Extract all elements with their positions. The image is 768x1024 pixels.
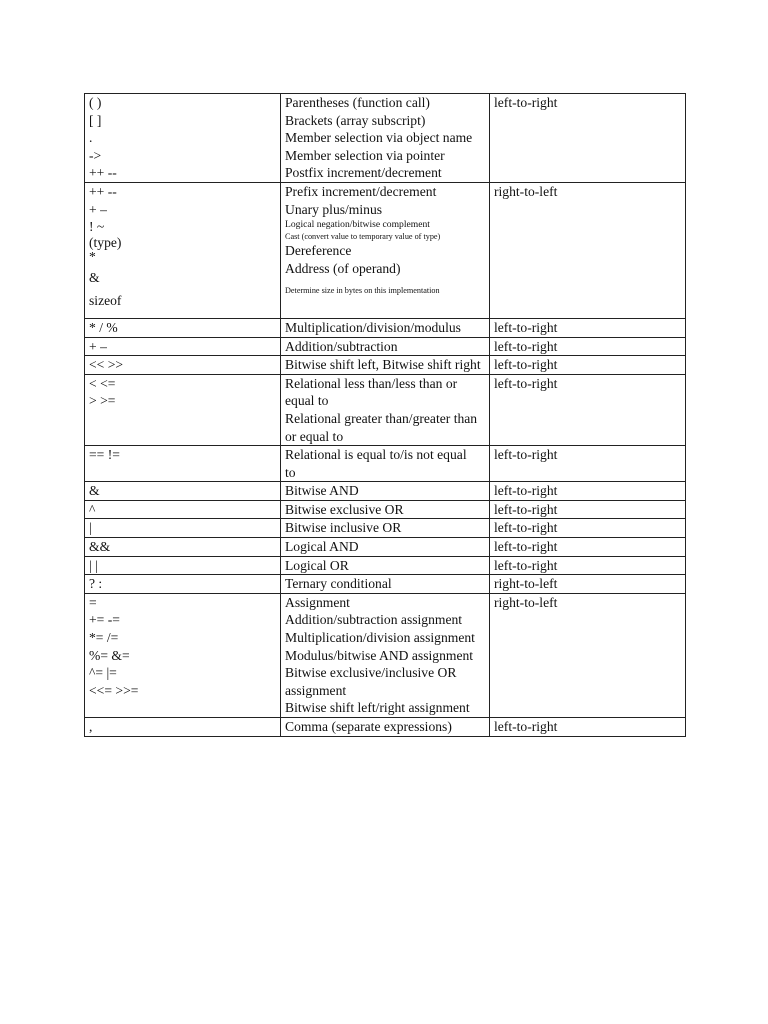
operator-cell [85,482,281,501]
associativity-cell: left-to-right [490,356,686,375]
description-cell [281,94,490,183]
description-cell [281,538,490,557]
operator-cell [85,500,281,519]
associativity-cell: left-to-right [490,482,686,501]
operator-description: Multiplication/division/modulus [285,319,461,335]
description-cell [281,556,490,575]
table-row [85,318,686,337]
description-cell [281,482,490,501]
operator-symbol: ^= |= [89,665,117,681]
description-cell [281,446,490,482]
operator-cell [85,519,281,538]
operator-symbol: += -= [89,612,120,628]
operator-description: Bitwise shift left, Bitwise shift right [285,357,481,373]
operator-description: Logical OR [285,557,349,573]
table-row [85,182,686,318]
operator-description: Multiplication/division assignment [285,630,475,646]
operator-description: Parentheses (function call) [285,95,430,110]
table-row [85,337,686,356]
associativity-cell: left-to-right [490,446,686,482]
description-cell [281,182,490,318]
operator-cell [85,593,281,717]
table-row [85,556,686,575]
associativity-cell: right-to-left [490,575,686,594]
description-cell [281,337,490,356]
operator-description: Addition/subtraction [285,338,398,354]
operator-description: Bitwise shift left/right assignment [285,700,470,716]
operator-cell [85,538,281,557]
operator-cell [85,182,281,318]
operator-symbol: > >= [89,393,116,409]
associativity-cell: left-to-right [490,374,686,445]
operator-cell [85,446,281,482]
operator-symbol: ++ -- [89,183,117,199]
operator-description: Dereference [285,243,352,259]
associativity-cell: right-to-left [490,182,686,318]
associativity-cell: left-to-right [490,337,686,356]
associativity-cell: right-to-left [490,593,686,717]
operator-symbol: [ ] [89,112,102,128]
operator-symbol: == != [89,447,120,463]
operator-description: Member selection via pointer [285,147,445,163]
operator-symbol: + – [89,338,107,354]
associativity-cell: left-to-right [490,718,686,737]
operator-description: Bitwise inclusive OR [285,520,402,536]
operator-cell [85,318,281,337]
operator-description: Relational is equal to/is not equal [285,447,467,463]
operator-cell [85,556,281,575]
operator-symbol: -> [89,147,102,163]
operator-description: Relational less than/less than or equal to [285,375,461,409]
operator-cell [85,374,281,445]
operator-description: Comma (separate expressions) [285,719,452,734]
table-row [85,718,686,737]
table-row [85,575,686,594]
operator-symbol: ( ) [89,95,102,110]
associativity-cell: left-to-right [490,94,686,183]
associativity-cell: left-to-right [490,556,686,575]
operator-description: Postfix increment/decrement [285,165,442,181]
operator-description: Ternary conditional [285,576,392,592]
operator-description: Member selection via object name [285,130,473,146]
operator-cell [85,94,281,183]
associativity-cell: left-to-right [490,519,686,538]
operator-description: Unary plus/minus [285,201,383,217]
associativity-cell: left-to-right [490,318,686,337]
operator-symbol: %= &= [89,647,130,663]
operator-description: Determine size in bytes on this implementation [285,286,440,296]
operator-symbol: <<= >>= [89,682,139,698]
description-cell [281,718,490,737]
operator-description: Cast (convert value to temporary value of type) [285,232,441,242]
table-row [85,374,686,445]
operator-description: Logical negation/bitwise complement [285,219,430,231]
table-row [85,94,686,183]
operator-precedence-table [84,93,686,737]
operator-symbol: (type) [89,234,122,250]
description-cell [281,519,490,538]
operator-symbol: * / % [89,319,118,335]
operator-cell [85,575,281,594]
operator-symbol: *= /= [89,630,119,646]
operator-description: Address (of operand) [285,260,401,276]
operator-description: Prefix increment/decrement [285,183,437,199]
operator-description: Modulus/bitwise AND assignment [285,647,474,663]
table-row [85,500,686,519]
operator-symbol: << >> [89,357,124,373]
description-cell [281,356,490,375]
operator-symbol: && [89,539,111,555]
operator-symbol: ^ [89,501,96,517]
operator-symbol: ! ~ [89,219,105,235]
operator-symbol: | | [89,557,98,573]
table-row [85,519,686,538]
operator-description: Bitwise AND [285,483,359,499]
description-cell [281,500,490,519]
description-cell [281,374,490,445]
operator-symbol: ? : [89,576,103,592]
operator-description: Bitwise exclusive OR [285,501,404,517]
description-cell [281,575,490,594]
description-cell [281,318,490,337]
operator-symbol: . [89,130,93,146]
table-row [85,356,686,375]
table-row [85,593,686,717]
operator-description: Assignment [285,594,350,610]
operator-cell [85,356,281,375]
operator-cell [85,337,281,356]
associativity-cell: left-to-right [490,538,686,557]
operator-description: Logical AND [285,539,359,555]
operator-symbol: < <= [89,375,116,391]
operator-description: Brackets (array subscript) [285,112,426,128]
operator-symbol: , [89,719,93,734]
operator-cell [85,718,281,737]
operator-symbol: sizeof [89,293,122,309]
associativity-cell: left-to-right [490,500,686,519]
operator-description: Bitwise exclusive/inclusive OR assignment [285,665,460,698]
operator-symbol: ++ -- [89,165,117,181]
operator-symbol: & [89,269,100,285]
operator-symbol: | [89,520,92,536]
table-row [85,482,686,501]
operator-symbol: = [89,594,97,610]
operator-description: Relational greater than/greater than or equal to [285,410,481,444]
operator-description: to [285,464,296,480]
table-row [85,538,686,557]
operator-symbol: + – [89,201,107,217]
operator-description: Addition/subtraction assignment [285,612,463,628]
operator-symbol: * [89,248,96,264]
table-row [85,446,686,482]
operator-symbol: & [89,483,100,499]
description-cell [281,593,490,717]
